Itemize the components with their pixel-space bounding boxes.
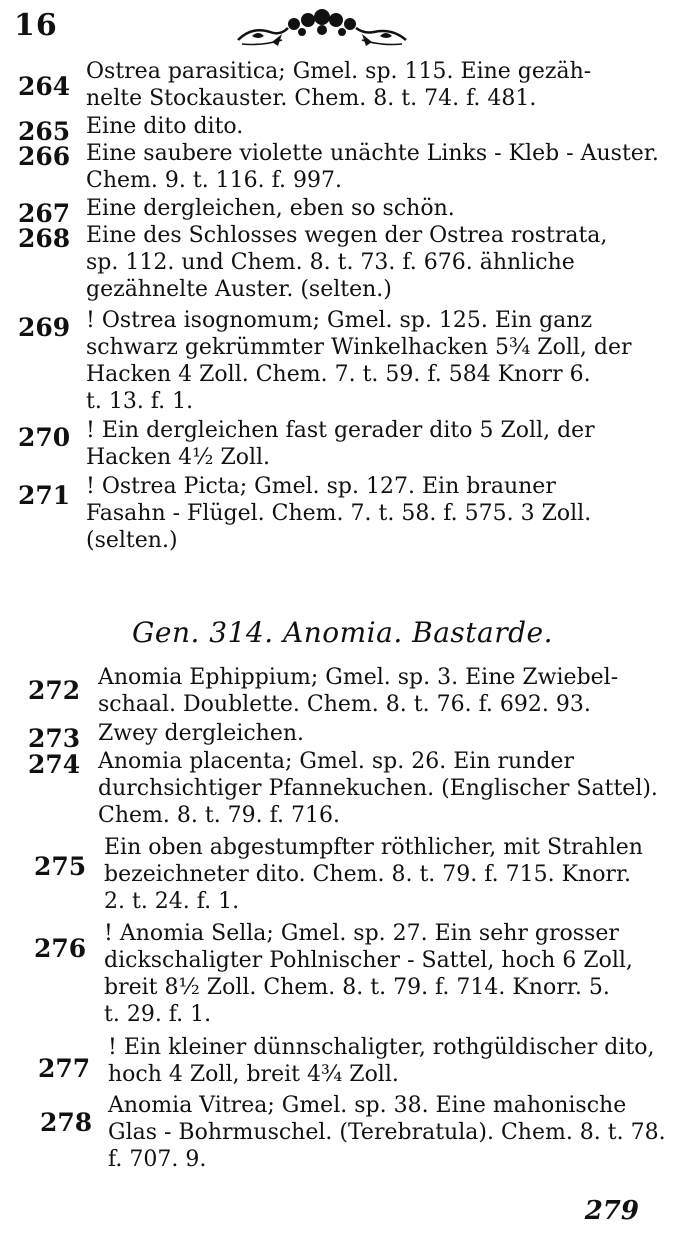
entry-273	[0, 720, 675, 753]
entry-text: Eine dergleichen, eben so schön.	[86, 196, 455, 221]
entry-number: 264	[18, 72, 71, 101]
catchword: 279	[584, 1196, 639, 1226]
entry-number: 266	[18, 142, 71, 171]
genus-heading: Gen. 314. Anomia. Bastarde.	[132, 616, 553, 649]
entry-278	[0, 1092, 675, 1178]
entries-section-ostrea	[0, 58, 675, 557]
entry-number: 274	[28, 750, 81, 779]
entry-number: 267	[18, 199, 71, 228]
entry-277	[0, 1034, 675, 1092]
entry-266	[0, 140, 675, 195]
entry-number: 265	[18, 117, 71, 146]
entry-number: 271	[18, 481, 71, 510]
entry-number: 278	[40, 1108, 93, 1137]
entry-text: Anomia placenta; Gmel. sp. 26. Ein runder durchsichtiger Pfannekuchen. (Englischer Sattel). Chem. 8. t. 79. f. 716.	[98, 749, 658, 828]
page-number: 16	[14, 8, 58, 43]
entry-text: Eine saubere violette unächte Links - Kleb - Auster. Chem. 9. t. 116. f. 997.	[86, 141, 659, 193]
entry-text: ! Ostrea Picta; Gmel. sp. 127. Ein brauner Fasahn - Flügel. Chem. 7. t. 58. f. 575. 3 Zoll. (selten.)	[86, 474, 592, 553]
floral-ornament-icon	[232, 6, 412, 50]
entry-number: 277	[38, 1054, 91, 1083]
entry-268	[0, 222, 675, 307]
entries-section-anomia	[0, 664, 675, 1178]
entry-271	[0, 473, 675, 557]
entry-number: 272	[28, 676, 81, 705]
entry-text: ! Anomia Sella; Gmel. sp. 27. Ein sehr grosser dickschaligter Pohlnischer - Sattel, hoch 6 Zoll, breit 8½ Zoll. Chem. 8. t. 79. f. 714. Knorr. 5. t. 29. f. 1.	[104, 921, 633, 1027]
entry-number: 273	[28, 724, 81, 753]
entry-text: Ostrea parasitica; Gmel. sp. 115. Eine gezäh- nelte Stockauster. Chem. 8. t. 74. f. 481.	[86, 59, 592, 111]
entry-number: 270	[18, 423, 71, 452]
entry-number: 275	[34, 852, 87, 881]
entry-text: ! Ein kleiner dünnschaligter, rothgüldischer dito, hoch 4 Zoll, breit 4¾ Zoll.	[108, 1035, 655, 1087]
entry-269	[0, 307, 675, 417]
entry-264	[0, 58, 675, 113]
entry-number: 268	[18, 224, 71, 253]
entry-274	[0, 748, 675, 834]
entry-number: 276	[34, 934, 87, 963]
entry-text: Zwey dergleichen.	[98, 721, 305, 746]
entry-text: Ein oben abgestumpfter röthlicher, mit Strahlen bezeichneter dito. Chem. 8. t. 79. f. 715. Knorr. 2. t. 24. f. 1.	[104, 835, 643, 914]
entry-text: Eine dito dito.	[86, 114, 244, 139]
entry-267	[0, 195, 675, 228]
entry-272	[0, 664, 675, 720]
entry-text: Anomia Ephippium; Gmel. sp. 3. Eine Zwiebel- schaal. Doublette. Chem. 8. t. 76. f. 692. 93.	[98, 665, 619, 717]
entry-number: 269	[18, 313, 71, 342]
entry-text: ! Ostrea isognomum; Gmel. sp. 125. Ein ganz schwarz gekrümmter Winkelhacken 5¾ Zoll, der Hacken 4 Zoll. Chem. 7. t. 59. f. 584 Knorr 6. t. 13. f. 1.	[86, 308, 632, 414]
entry-text: Eine des Schlosses wegen der Ostrea rostrata, sp. 112. und Chem. 8. t. 73. f. 676. ähnliche gezähnelte Auster. (selten.)	[86, 223, 608, 302]
entry-text: Anomia Vitrea; Gmel. sp. 38. Eine mahonische Glas - Bohrmuschel. (Terebratula). Chem. 8. t. 78. f. 707. 9.	[108, 1093, 666, 1172]
entry-275	[0, 834, 675, 920]
entry-text: ! Ein dergleichen fast gerader dito 5 Zoll, der Hacken 4½ Zoll.	[86, 418, 595, 470]
entry-270	[0, 417, 675, 473]
entry-276	[0, 920, 675, 1034]
entry-265	[0, 113, 675, 146]
